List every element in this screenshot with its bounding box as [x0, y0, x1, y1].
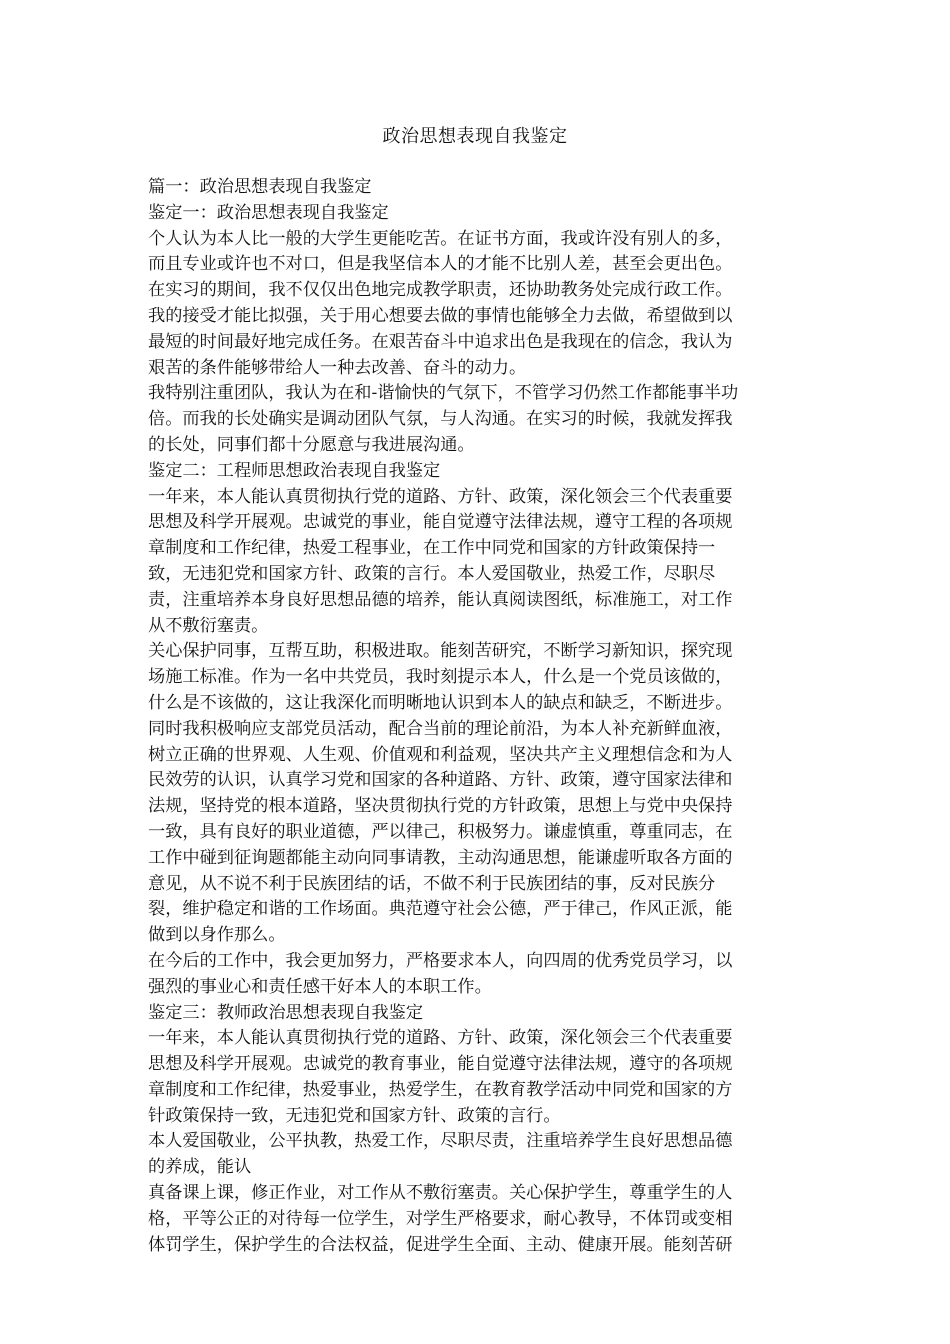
text-line: 倍。而我的长处确实是调动团队气氛，与人沟通。在实习的时候，我就发挥我: [148, 409, 733, 430]
text-line: 致，无违犯党和国家方针、政策的言行。本人爱国敬业，热爱工作，尽职尽: [148, 563, 716, 584]
text-line: 章制度和工作纪律，热爱事业，热爱学生，在教育教学活动中同党和国家的方: [148, 1079, 733, 1100]
document-title: 政治思想表现自我鉴定: [382, 126, 568, 147]
text-line: 我的接受才能比拟强，关于用心想要去做的事情也能够全力去做，希望做到以: [148, 305, 733, 326]
text-line: 真备课上课，修正作业，对工作从不敷衍塞责。关心保护学生，尊重学生的人: [148, 1183, 733, 1204]
text-line: 章制度和工作纪律，热爱工程事业，在工作中同党和国家的方针政策保持一: [148, 538, 716, 559]
text-line: 思想及科学开展观。忠诚党的教育事业，能自觉遵守法律法规，遵守的各项规: [148, 1054, 733, 1075]
text-line: 做到以身作那么。: [148, 925, 286, 946]
text-line: 思想及科学开展观。忠诚党的事业，能自觉遵守法律法规，遵守工程的各项规: [148, 512, 733, 533]
text-line: 本人爱国敬业，公平执教，热爱工作，尽职尽责，注重培养学生良好思想品德: [148, 1131, 733, 1152]
text-line: 同时我积极响应支部党员活动，配合当前的理论前沿，为本人补充新鲜血液，: [148, 718, 733, 739]
text-line: 个人认为本人比一般的大学生更能吃苦。在证书方面，我或许没有别人的多，: [148, 228, 733, 249]
text-line: 工作中碰到征询题都能主动向同事请教，主动沟通思想，能谦虚听取各方面的: [148, 847, 733, 868]
text-line: 在实习的期间，我不仅仅出色地完成教学职责，还协助教务处完成行政工作。: [148, 280, 733, 301]
text-line: 而且专业或许也不对口，但是我坚信本人的才能不比别人差，甚至会更出色。: [148, 254, 733, 275]
text-line: 的养成，能认: [148, 1157, 252, 1178]
text-line: 一年来，本人能认真贯彻执行党的道路、方针、政策，深化领会三个代表重要: [148, 486, 733, 507]
text-line: 意见，从不说不利于民族团结的话，不做不利于民族团结的事，反对民族分: [148, 873, 716, 894]
text-line: 艰苦的条件能够带给人一种去改善、奋斗的动力。: [148, 357, 527, 378]
text-line: 强烈的事业心和责任感干好本人的本职工作。: [148, 976, 492, 997]
text-line: 篇一：政治思想表现自我鉴定: [148, 177, 372, 197]
text-line: 最短的时间最好地完成任务。在艰苦奋斗中追求出色是我现在的信念，我认为: [148, 331, 733, 352]
text-line: 针政策保持一致，无违犯党和国家方针、政策的言行。: [148, 1105, 561, 1126]
text-line: 一致，具有良好的职业道德，严以律己，积极努力。谦虚慎重，尊重同志，在: [148, 821, 733, 842]
text-line: 体罚学生，保护学生的合法权益，促进学生全面、主动、健康开展。能刻苦研: [148, 1234, 733, 1255]
text-line: 什么是不该做的，这让我深化而明晰地认识到本人的缺点和缺乏，不断进步。: [148, 692, 733, 713]
text-line: 民效劳的认识，认真学习党和国家的各种道路、方针、政策，遵守国家法律和: [148, 770, 733, 791]
document-body: [148, 175, 802, 1258]
text-line: 的长处，同事们都十分愿意与我进展沟通。: [148, 434, 475, 455]
text-line: 树立正确的世界观、人生观、价值观和利益观，坚决共产主义理想信念和为人: [148, 744, 733, 765]
text-line: 一年来，本人能认真贯彻执行党的道路、方针、政策，深化领会三个代表重要: [148, 1028, 733, 1049]
text-line: 我特别注重团队，我认为在和-谐愉快的气氛下，不管学习仍然工作都能事半功: [148, 383, 739, 404]
text-line: 格，平等公正的对待每一位学生，对学生严格要求，耐心教导，不体罚或变相: [148, 1208, 733, 1229]
text-line: 场施工标准。作为一名中共党员，我时刻提示本人，什么是一个党员该做的，: [148, 667, 733, 688]
text-line: 从不敷衍塞责。: [148, 615, 269, 636]
text-line: 在今后的工作中，我会更加努力，严格要求本人，向四周的优秀党员学习，以: [148, 950, 733, 971]
text-line: 鉴定三：教师政治思想表现自我鉴定: [148, 1002, 424, 1023]
text-line: 法规，坚持党的根本道路，坚决贯彻执行党的方针政策，思想上与党中央保持: [148, 796, 733, 817]
text-line: 裂，维护稳定和谐的工作场面。典范遵守社会公德，严于律己，作风正派，能: [148, 899, 733, 920]
text-line: 鉴定二：工程师思想政治表现自我鉴定: [148, 460, 441, 481]
text-line: 责，注重培养本身良好思想品德的培养，能认真阅读图纸，标准施工，对工作: [148, 589, 733, 610]
text-line: 鉴定一：政治思想表现自我鉴定: [148, 202, 389, 223]
text-line: 关心保护同事，互帮互助，积极进取。能刻苦研究，不断学习新知识，探究现: [148, 641, 733, 662]
